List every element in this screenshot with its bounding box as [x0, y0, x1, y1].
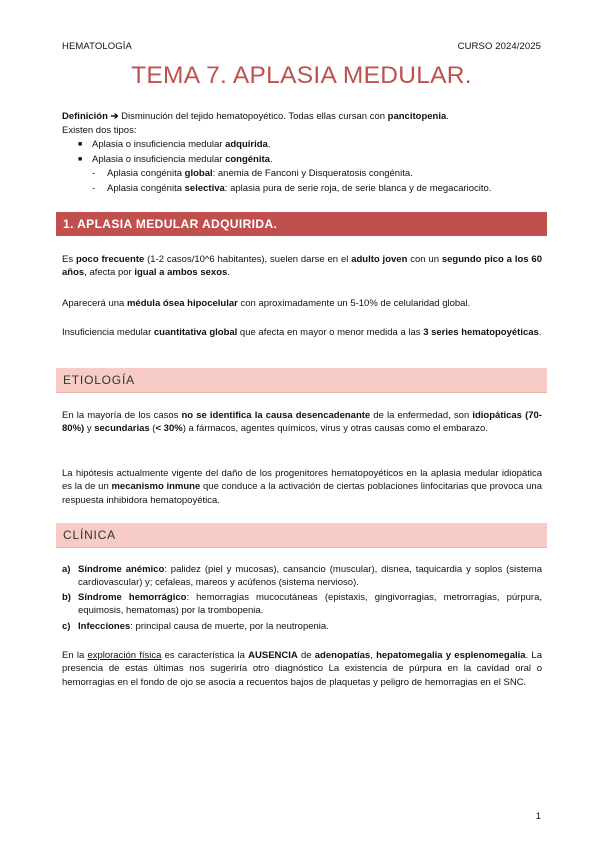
header-course: CURSO 2024/2025	[457, 41, 541, 52]
paragraph-hypocellular: Aparecerá una médula ósea hipocelular con aproximadamente un 5-10% de celularidad global.	[62, 298, 471, 309]
dash-bullet-icon: -	[92, 168, 96, 179]
section-heading: 1. APLASIA MEDULAR ADQUIRIDA.	[63, 217, 278, 231]
definition-label: Definición	[62, 111, 108, 122]
list-item: Infecciones: principal causa de muerte, por la neutropenia.	[78, 621, 329, 632]
subtype-item: Aplasia congénita selectiva: aplasia pura de serie roja, de serie blanca y de megacariocito.	[107, 183, 492, 194]
square-bullet-icon: ■	[78, 141, 83, 148]
paragraph-frequency: Es poco frecuente (1-2 casos/10^6 habitantes), suelen darse en el adulto joven con un segundo pico a los 60 años, afecta por igual a ambos sexos.	[62, 254, 542, 279]
dash-bullet-icon: -	[92, 183, 96, 194]
list-letter: c)	[62, 621, 71, 632]
arrow-icon: ➔	[110, 111, 119, 122]
paragraph-physical-exam: En la exploración física es característica la AUSENCIA de adenopatías, hepatomegalia y esplenomegalia. La presencia de estas últimas nos sugeriría otro diagnóstico La existencia de púrpura en la cavidad oral o hemorragias en el fondo de ojo se asocia a recuentos bajos de plaquetas y peligro de hemorragias en el SNC.	[62, 650, 542, 688]
type-item: Aplasia o insuficiencia medular adquirida.	[92, 139, 271, 150]
header-subject: HEMATOLOGÍA	[62, 41, 132, 52]
page-title: TEMA 7. APLASIA MEDULAR.	[131, 62, 472, 89]
definition-line: Definición ➔ Disminución del tejido hematopoyético. Todas ellas cursan con pancitopenia.	[62, 111, 449, 122]
paragraph-global-insufficiency: Insuficiencia medular cuantitativa global que afecta en mayor o menor medida a las 3 series hematopoyéticas.	[62, 327, 542, 338]
section-heading-bar	[56, 368, 547, 393]
square-bullet-icon: ■	[78, 156, 83, 163]
section-heading-bar	[56, 212, 547, 236]
types-intro: Existen dos tipos:	[62, 125, 137, 136]
section-heading: ETIOLOGÍA	[63, 373, 135, 387]
subtype-item: Aplasia congénita global: anemia de Fanconi y Disqueratosis congénita.	[107, 168, 413, 179]
section-heading-bar	[56, 523, 547, 548]
paragraph-etiology-causes: En la mayoría de los casos no se identifica la causa desencadenante de la enfermedad, son idiopáticas (70-80%) y secundarias (< 30%) a fármacos, agentes químicos, virus y otras causas como el embarazo.	[62, 410, 542, 435]
page-number: 1	[535, 811, 541, 822]
paragraph-etiology-hypothesis: La hipótesis actualmente vigente del daño de los progenitores hematopoyéticos en la aplasia medular idiopática es la de un mecanismo inmune que conduce a la activación de ciertas poblaciones linfocitarias que provoca una respuesta inhibidora hematopoyética.	[62, 468, 542, 506]
list-letter: b)	[62, 592, 71, 603]
list-item: Síndrome hemorrágico: hemorragias mucocutáneas (epistaxis, gingivorragias, metrorragias, púrpura, equimosis, hematomas) por la trombopenia.	[78, 592, 542, 617]
type-item: Aplasia o insuficiencia medular congénita.	[92, 154, 273, 165]
list-item: Síndrome anémico: palidez (piel y mucosas), cansancio (muscular), disnea, taquicardia y soplos (sistema cardiovascular) y; cefaleas, mareos y acúfenos (sistema nervioso).	[78, 564, 542, 589]
list-letter: a)	[62, 564, 71, 575]
section-heading: CLÍNICA	[63, 528, 116, 542]
